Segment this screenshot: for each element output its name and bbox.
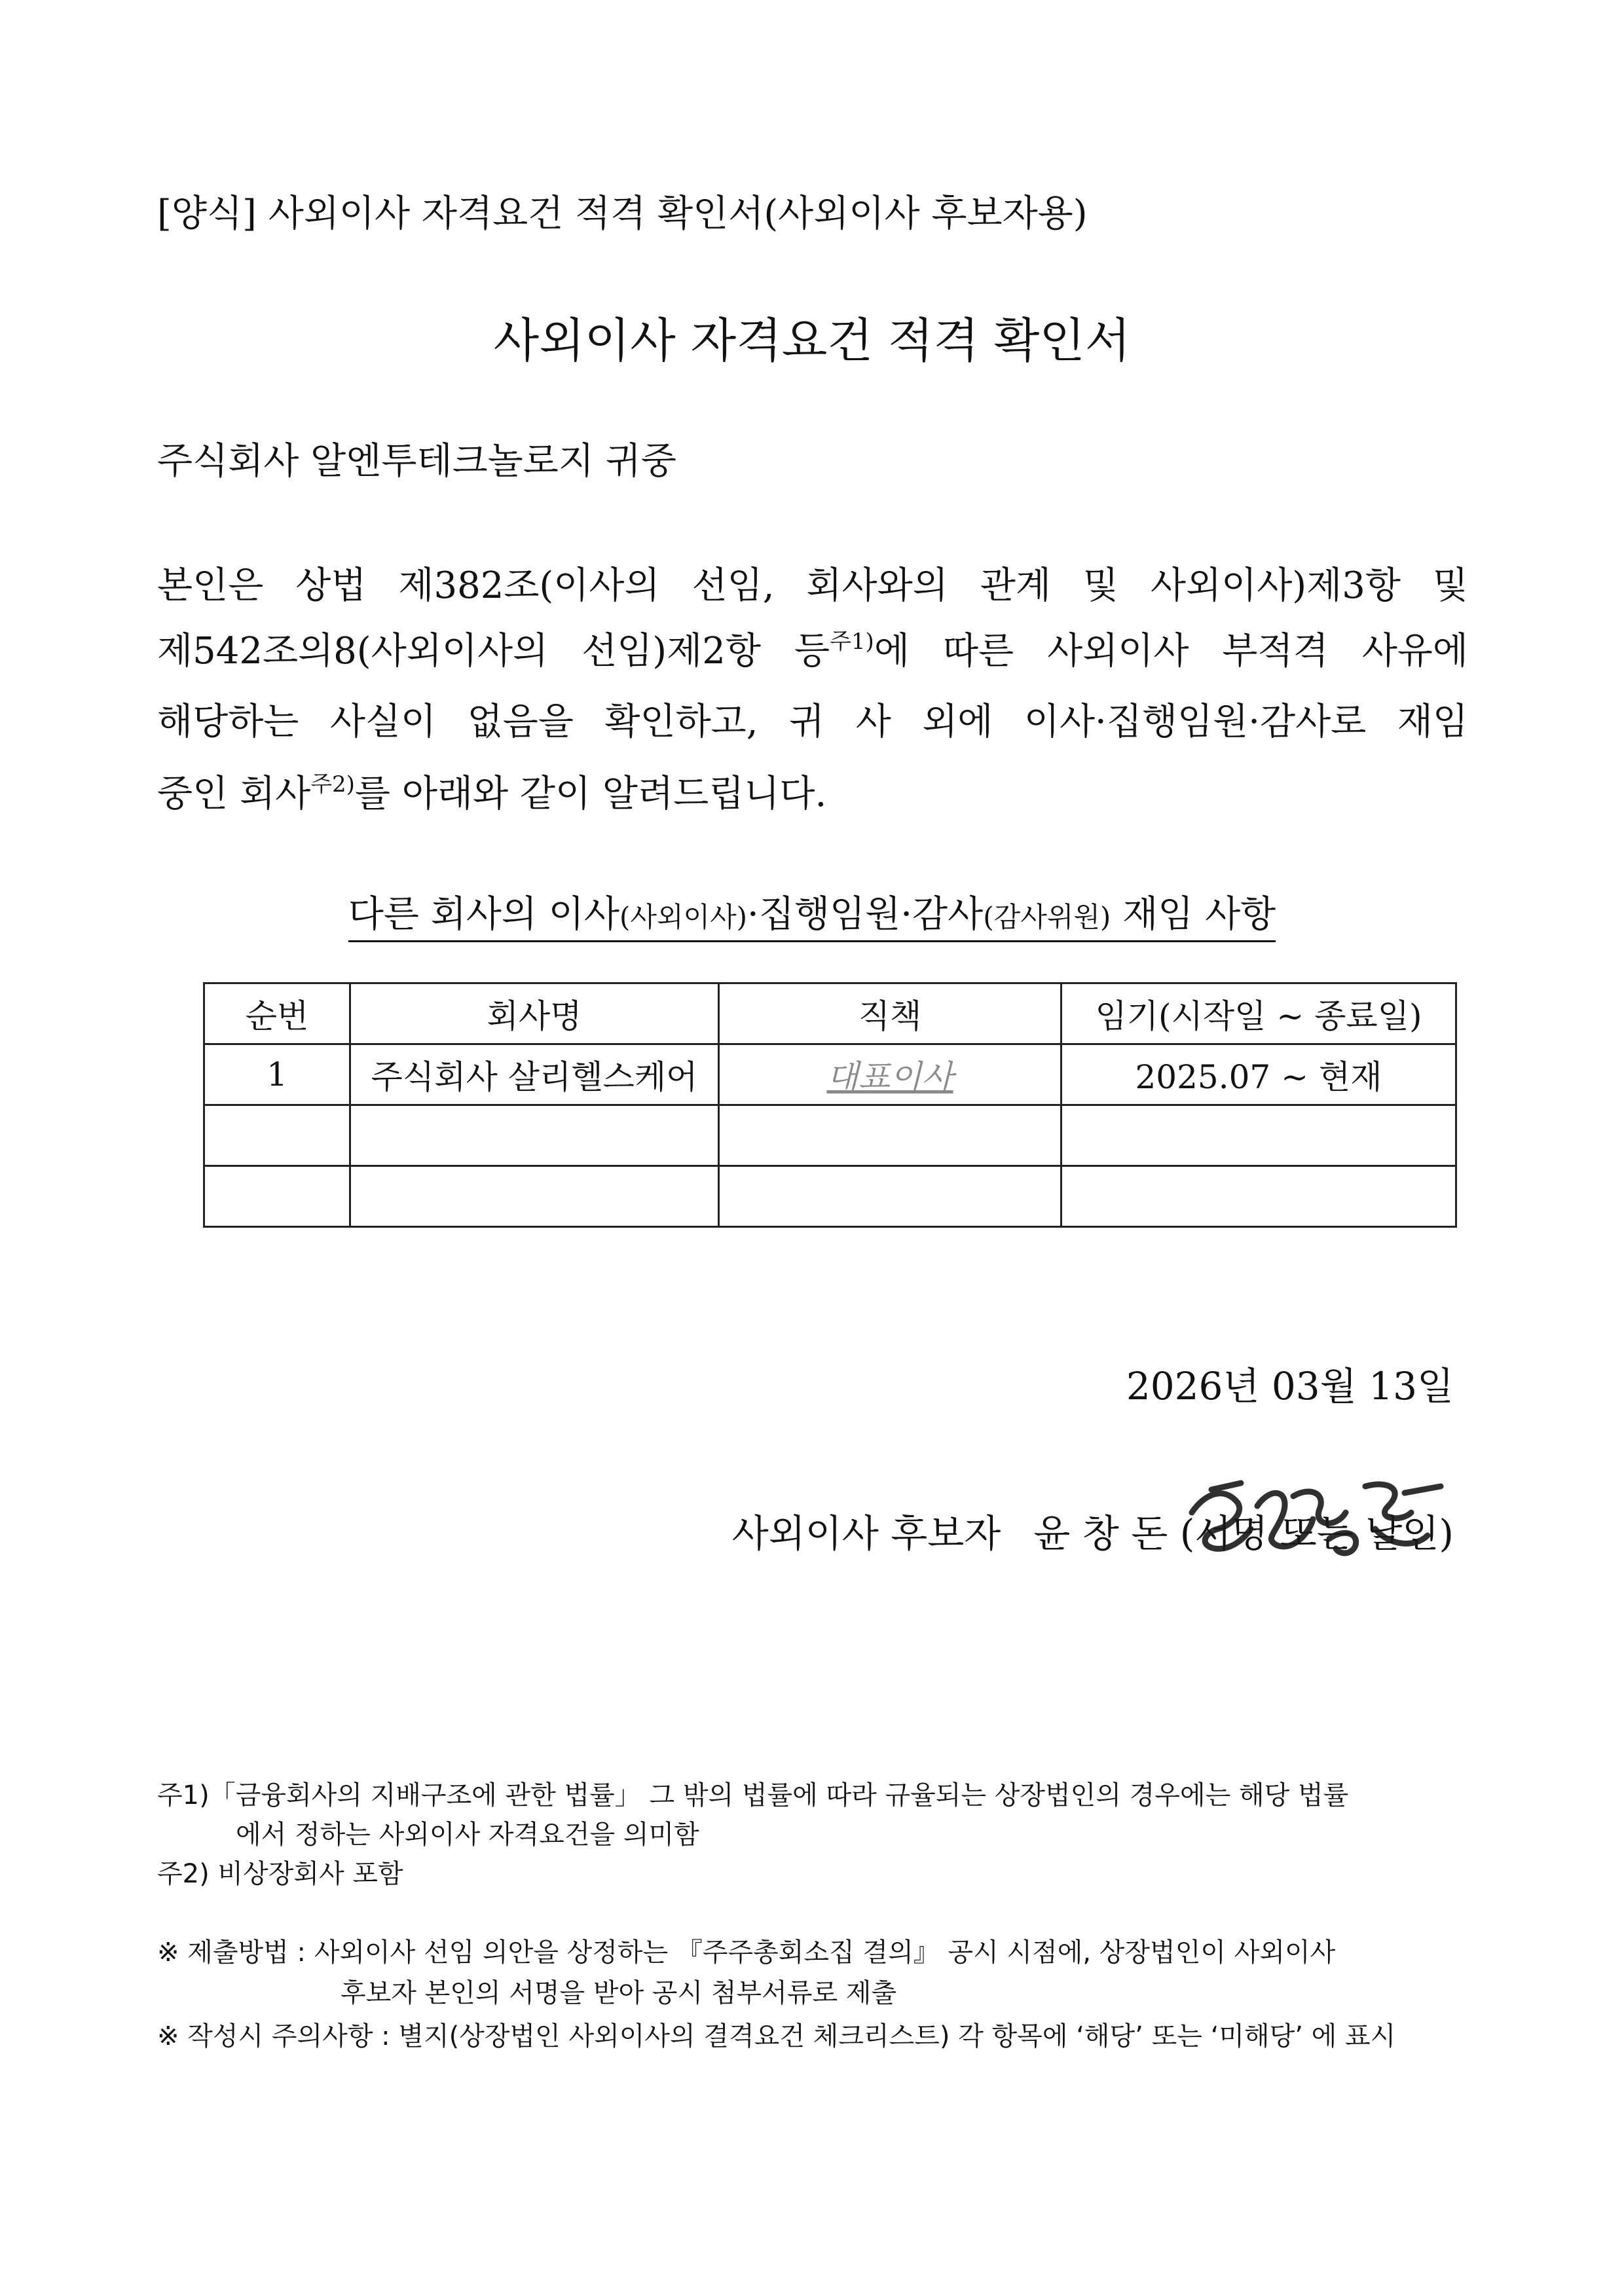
document-title: 사외이사 자격요건 적격 확인서 [493, 313, 1131, 368]
footnote-2: 주2) 비상장회사 포함 [157, 1859, 403, 1889]
cell-seq [204, 1105, 350, 1166]
footnote-ref-2: 주2) [310, 771, 355, 798]
footnote-1-line-2: 에서 정하는 사외이사 자격요건을 의미함 [236, 1820, 699, 1850]
recipient-line: 주식회사 알엔투테크놀로지 귀중 [157, 440, 676, 483]
table-caption [0, 885, 1624, 942]
handwritten-signature [1179, 1467, 1467, 1565]
header-seq: 순번 [204, 983, 350, 1044]
cell-company [350, 1166, 719, 1227]
footnote-ref-1: 주1) [830, 629, 874, 655]
caption-part-tenure: 재임 사항 [1111, 893, 1276, 936]
cell-position [719, 1166, 1061, 1227]
cell-term [1061, 1105, 1456, 1166]
body-line-1: 본인은 상법 제382조(이사의 선임, 회사와의 관계 및 사외이사)제3항 및 [157, 564, 1468, 607]
signer-role: 사외이사 후보자 [731, 1511, 1001, 1556]
caption-part-director: 다른 회사의 이사 [348, 893, 619, 936]
footnote-1-line-1: 주1)「금융회사의 지배구조에 관한 법률」 그 밖의 법률에 따라 규율되는 상장법인의 경우에는 해당 법률 [157, 1780, 1349, 1810]
form-label: [양식] 사외이사 자격요건 적격 확인서(사외이사 후보자용) [157, 193, 1088, 235]
header-company: 회사명 [350, 983, 719, 1044]
table-row [204, 1044, 1456, 1105]
cell-seq [204, 1166, 350, 1227]
signer-name: 윤 창 돈 [1033, 1511, 1168, 1556]
submission-method-line-1: ※ 제출방법 : 사외이사 선임 의안을 상정하는 『주주총회소집 결의』 공시 시점에, 상장법인이 사외이사 [157, 1937, 1336, 1968]
cell-company: 주식회사 살리헬스케어 [350, 1044, 719, 1105]
writing-caution: ※ 작성시 주의사항 : 별지(상장법인 사외이사의 결격요건 체크리스트) 각 항목에 ‘해당’ 또는 ‘미해당’ 에 표시 [157, 2021, 1396, 2051]
caption-part-audit-committee: (감사위원) [983, 901, 1111, 933]
body-line-2-tail: 에 따른 사외이사 부적격 사유에 [874, 630, 1468, 672]
header-term: 임기(시작일 ~ 종료일) [1061, 983, 1456, 1044]
body-line-2 [157, 622, 1468, 674]
concurrent-positions-table [203, 982, 1457, 1228]
signature-note: (서명 또는 날인) [1179, 1511, 1454, 1556]
body-line-4-text: 중인 회사 [157, 773, 311, 815]
cell-term: 2025.07 ~ 현재 [1061, 1044, 1456, 1105]
body-line-4-tail: 를 아래와 같이 알려드립니다. [354, 773, 827, 815]
caption-part-outside-director: (사외이사) [619, 901, 748, 933]
table-row [204, 1166, 1456, 1227]
cell-term [1061, 1166, 1456, 1227]
header-position: 직책 [719, 983, 1061, 1044]
body-line-2-text: 제542조의8(사외이사의 선임)제2항 등 [157, 630, 830, 672]
body-line-4 [157, 765, 1468, 817]
cell-position [719, 1105, 1061, 1166]
signature-date: 2026년 03월 13일 [1126, 1364, 1454, 1408]
body-line-3: 해당하는 사실이 없음을 확인하고, 귀 사 외에 이사·집행임원·감사로 재임 [157, 701, 1468, 743]
table-row [204, 1105, 1456, 1166]
caption-part-officer-auditor: ·집행임원·감사 [747, 893, 984, 936]
cell-seq: 1 [204, 1044, 350, 1105]
position-link[interactable]: 대표이사 [826, 1058, 953, 1096]
cell-position [719, 1044, 1061, 1105]
table-caption-text [348, 885, 1276, 942]
cell-company [350, 1105, 719, 1166]
table-header-row [204, 983, 1456, 1044]
submission-method-line-2: 후보자 본인의 서명을 받아 공시 첨부서류로 제출 [341, 1978, 897, 2008]
